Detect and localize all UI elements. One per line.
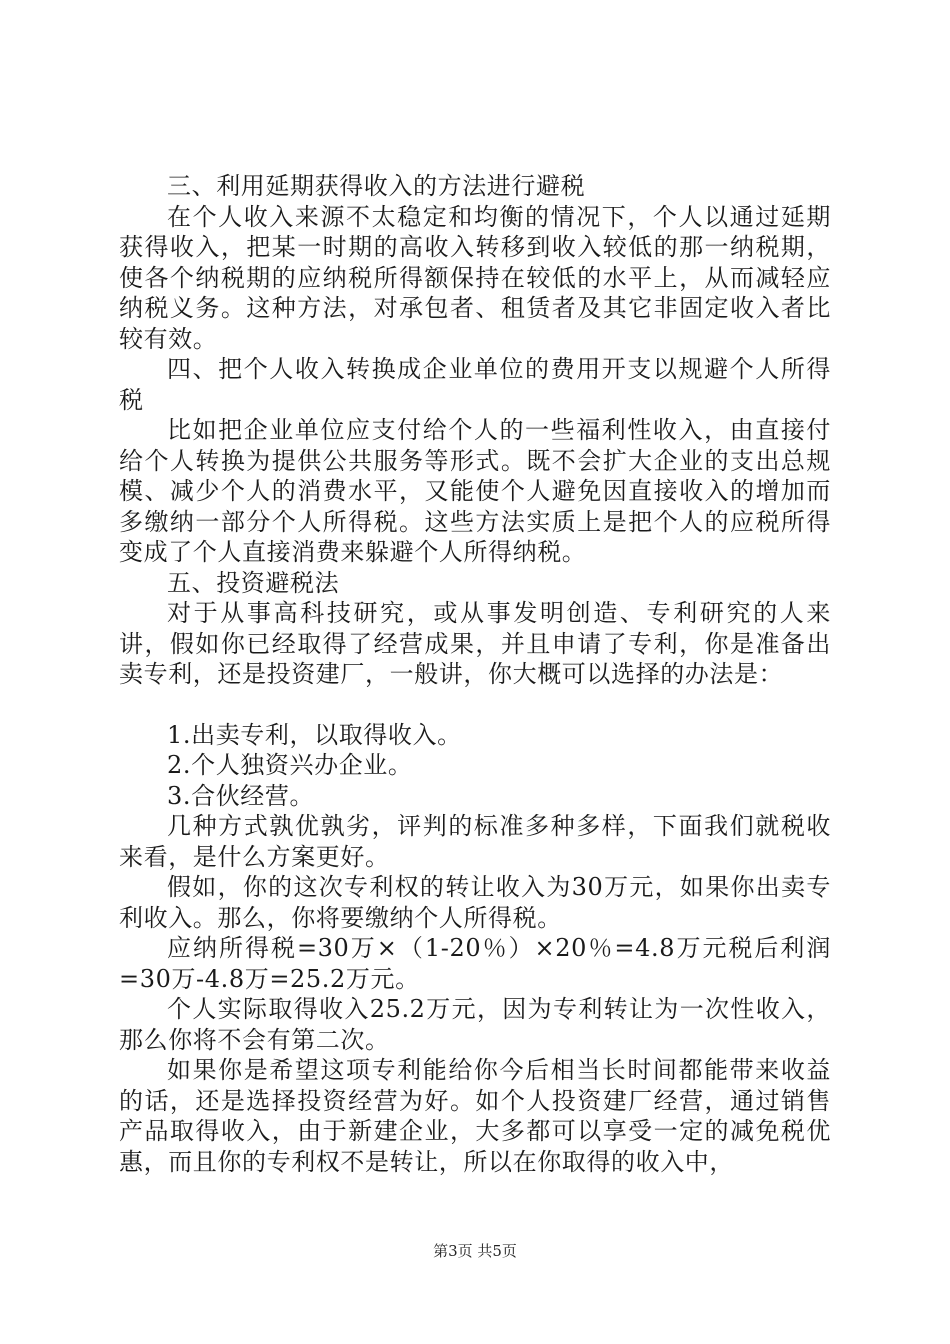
list-item: 2.个人独资兴办企业。 xyxy=(167,751,413,779)
paragraph: 在个人收入来源不太稳定和均衡的情况下，个人以通过延期获得收入，把某一时期的高收入转移到收入较低的那一纳税期，使各个纳税期的应纳税所得额保持在较低的水平上，从而减轻应纳税义务。这种方法，对承包者、租赁者及其它非固定收入者比较有效。 xyxy=(119,202,831,353)
list-item: 3.合伙经营。 xyxy=(167,781,315,810)
paragraph: 假如，你的这次专利权的转让收入为30万元，如果你出卖专利收入。那么，你将要缴纳个人所得税。 xyxy=(119,873,831,932)
page-footer xyxy=(0,1242,950,1260)
blank-line xyxy=(119,690,831,720)
paragraph: 比如把企业单位应支付给个人的一些福利性收入，由直接付给个人转换为提供公共服务等形式。既不会扩大企业的支出总规模、减少个人的消费水平，又能使个人避免因直接收入的增加而多缴纳一部分个人所得税。这些方法实质上是把个人的应税所得变成了个人直接消费来躲避个人所得纳税。 xyxy=(119,416,831,566)
paragraph: 几种方式孰优孰劣，评判的标准多种多样，下面我们就税收来看，是什么方案更好。 xyxy=(119,812,831,871)
paragraph: 个人实际取得收入25.2万元，因为专利转让为一次性收入，那么你将不会有第二次。 xyxy=(119,995,831,1054)
section-heading-3: 三、利用延期获得收入的方法进行避税 xyxy=(167,172,586,200)
document-body xyxy=(119,171,831,1177)
section-heading-4: 四、把个人收入转换成企业单位的费用开支以规避个人所得税 xyxy=(119,355,831,414)
paragraph: 如果你是希望这项专利能给你今后相当长时间都能带来收益的话，还是选择投资经营为好。如个人投资建厂经营，通过销售产品取得收入，由于新建企业，大多都可以享受一定的减免税优惠，而且你的专利权不是转让，所以在你取得的收入中， xyxy=(119,1056,831,1176)
list-item: 1.出卖专利，以取得收入。 xyxy=(167,720,462,749)
section-heading-5: 五、投资避税法 xyxy=(167,568,340,597)
formula-paragraph: 应纳所得税=30万×（1-20％）×20％=4.8万元税后利润=30万-4.8万=25.2万元。 xyxy=(119,934,831,993)
page-number-label: 第3页 共5页 xyxy=(433,1242,517,1260)
paragraph: 对于从事高科技研究，或从事发明创造、专利研究的人来讲，假如你已经取得了经营成果，并且申请了专利，你是准备出卖专利，还是投资建厂，一般讲，你大概可以选择的办法是： xyxy=(119,599,831,688)
